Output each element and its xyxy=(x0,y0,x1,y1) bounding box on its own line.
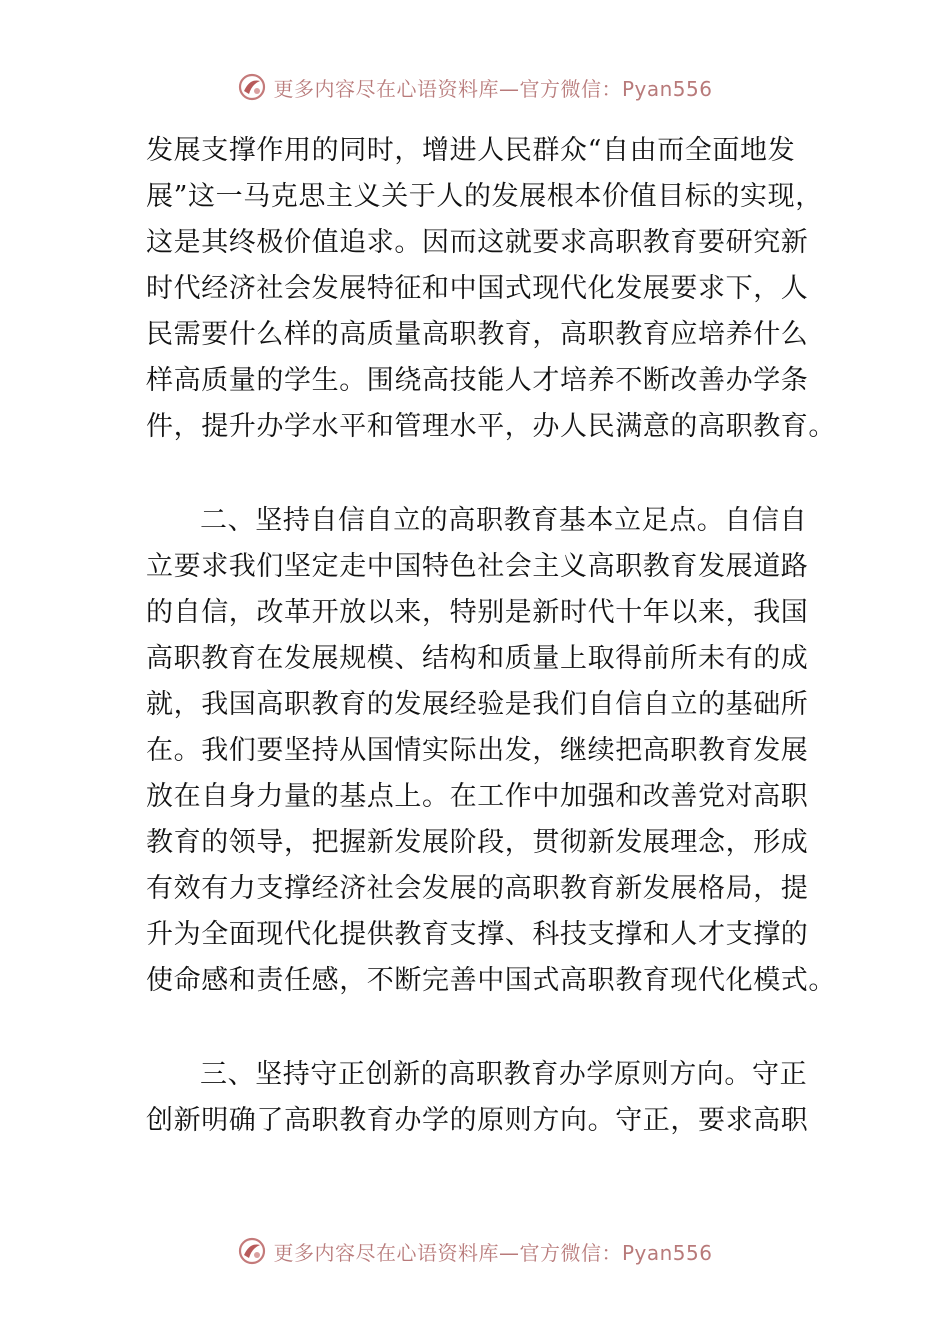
document-body xyxy=(146,128,836,1144)
text-line: 放在自身力量的基点上。在工作中加强和改善党对高职 xyxy=(146,781,809,812)
logo-icon xyxy=(237,1236,267,1266)
text-line: 在。我们要坚持从国情实际出发，继续把高职教育发展 xyxy=(146,735,809,766)
text-line: 民需要什么样的高质量高职教育，高职教育应培养什么 xyxy=(146,319,809,350)
text-line: 二、坚持自信自立的高职教育基本立足点。自信自 xyxy=(200,505,808,536)
header-banner xyxy=(0,72,950,102)
text-line: 这是其终极价值追求。因而这就要求高职教育要研究新 xyxy=(146,227,809,258)
logo-icon xyxy=(237,72,267,102)
text-line: 高职教育在发展规模、结构和质量上取得前所未有的成 xyxy=(146,643,809,674)
text-line: 时代经济社会发展特征和中国式现代化发展要求下，人 xyxy=(146,273,809,304)
paragraph-1 xyxy=(146,128,836,450)
text-line: 样高质量的学生。围绕高技能人才培养不断改善办学条 xyxy=(146,365,809,396)
text-line: 发展支撑作用的同时，增进人民群众“自由而全面地发 xyxy=(146,135,796,166)
header-banner-text: 更多内容尽在心语资料库—官方微信：Pyan556 xyxy=(273,76,713,101)
text-line: 有效有力支撑经济社会发展的高职教育新发展格局，提 xyxy=(146,873,809,904)
text-line: 教育的领导，把握新发展阶段，贯彻新发展理念，形成 xyxy=(146,827,809,858)
text-line: 展”这一马克思主义关于人的发展根本价值目标的实现， xyxy=(146,181,823,212)
text-line: 创新明确了高职教育办学的原则方向。守正，要求高职 xyxy=(146,1105,809,1136)
paragraph-2 xyxy=(146,498,836,1004)
footer-banner xyxy=(0,1236,950,1266)
text-line: 件，提升办学水平和管理水平，办人民满意的高职教育。 xyxy=(146,411,836,442)
text-line: 立要求我们坚定走中国特色社会主义高职教育发展道路 xyxy=(146,551,809,582)
footer-banner-text: 更多内容尽在心语资料库—官方微信：Pyan556 xyxy=(273,1240,713,1265)
text-line: 使命感和责任感，不断完善中国式高职教育现代化模式。 xyxy=(146,965,836,996)
paragraph-3 xyxy=(146,1052,809,1144)
text-line: 就，我国高职教育的发展经验是我们自信自立的基础所 xyxy=(146,689,809,720)
text-line: 的自信，改革开放以来，特别是新时代十年以来，我国 xyxy=(146,597,809,628)
text-line: 三、坚持守正创新的高职教育办学原则方向。守正 xyxy=(200,1059,808,1090)
text-line: 升为全面现代化提供教育支撑、科技支撑和人才支撑的 xyxy=(146,919,809,950)
